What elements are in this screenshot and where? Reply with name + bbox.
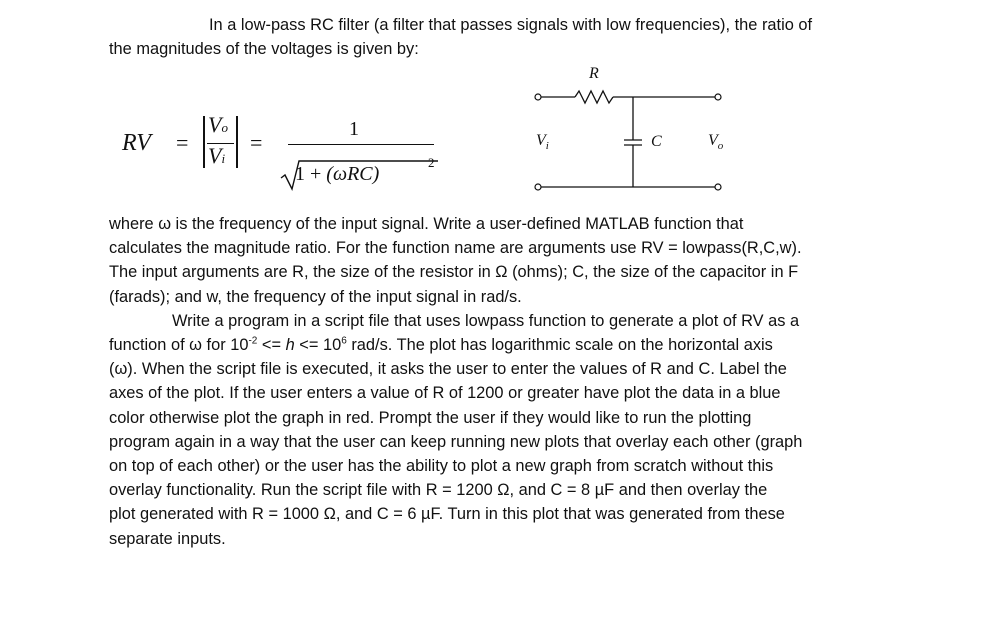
body-line-2: calculates the magnitude ratio. For the function name are arguments use RV = lowpass(R,C,w). [109, 239, 802, 258]
body-line-5: Write a program in a script file that uses lowpass function to generate a plot of RV as a [172, 311, 800, 330]
vo-symbol: Vo [208, 112, 228, 137]
body-line-4: (farads); and w, the frequency of the input signal in rad/s. [109, 287, 522, 306]
body-line-12: overlay functionality. Run the script file with R = 1200 Ω, and C = 8 µF and then overlay the [109, 481, 768, 500]
body-line-11: on top of each other) or the user has the ability to plot a new graph from scratch without this [109, 457, 774, 476]
output-voltage-label: $V_o$ [708, 132, 724, 153]
equation-lhs: RV [122, 130, 151, 156]
abs-bar-right [236, 116, 238, 168]
magnitude-ratio-equation [122, 108, 452, 203]
rc-circuit-diagram [530, 64, 740, 194]
intro-line-2: the magnitudes of the voltages is given by: [109, 40, 419, 59]
capacitor-label: C [651, 133, 662, 150]
denominator-exponent: 2 [428, 155, 435, 170]
main-fraction-bar [288, 144, 434, 145]
body-line-13: plot generated with R = 1000 Ω, and C = 6 µF. Turn in this plot that was generated from these [109, 505, 785, 524]
circuit-wires [530, 64, 740, 194]
body-line-3: The input arguments are R, the size of the resistor in Ω (ohms); C, the size of the capacitor in F [109, 263, 799, 282]
denominator: 1 + (ωRC) [295, 163, 380, 185]
body-line-8: axes of the plot. If the user enters a value of R of 1200 or greater have plot the data in a blue [109, 384, 781, 403]
body-paragraph [109, 212, 909, 551]
body-line-1: where ω is the frequency of the input signal. Write a user-defined MATLAB function that [109, 215, 744, 233]
body-line-10: program again in a way that the user can keep running new plots that overlay each other (graph [109, 432, 803, 451]
body-line-14: separate inputs. [109, 529, 226, 548]
equals-sign-2: = [250, 130, 263, 155]
abs-bar-left [203, 116, 205, 168]
body-line-7: (ω). When the script file is executed, it asks the user to enter the values of R and C. Label the [109, 360, 787, 379]
input-voltage-label: $V_i$ [536, 132, 549, 153]
equals-sign-1: = [176, 130, 189, 155]
intro-line-1: In a low-pass RC filter (a filter that passes signals with low frequencies), the ratio of [209, 16, 813, 34]
vi-symbol: Vi [208, 143, 226, 168]
body-line-9: color otherwise plot the graph in red. Prompt the user if they would like to run the plotting [109, 408, 752, 427]
numerator: 1 [349, 118, 359, 140]
resistor-label: R [589, 65, 599, 82]
body-line-6: function of ω for $10^{-2} <= h <= 10^6$ rad/s. The plot has logarithmic scale on the horizontal axis [109, 335, 773, 355]
intro-paragraph [109, 13, 909, 61]
